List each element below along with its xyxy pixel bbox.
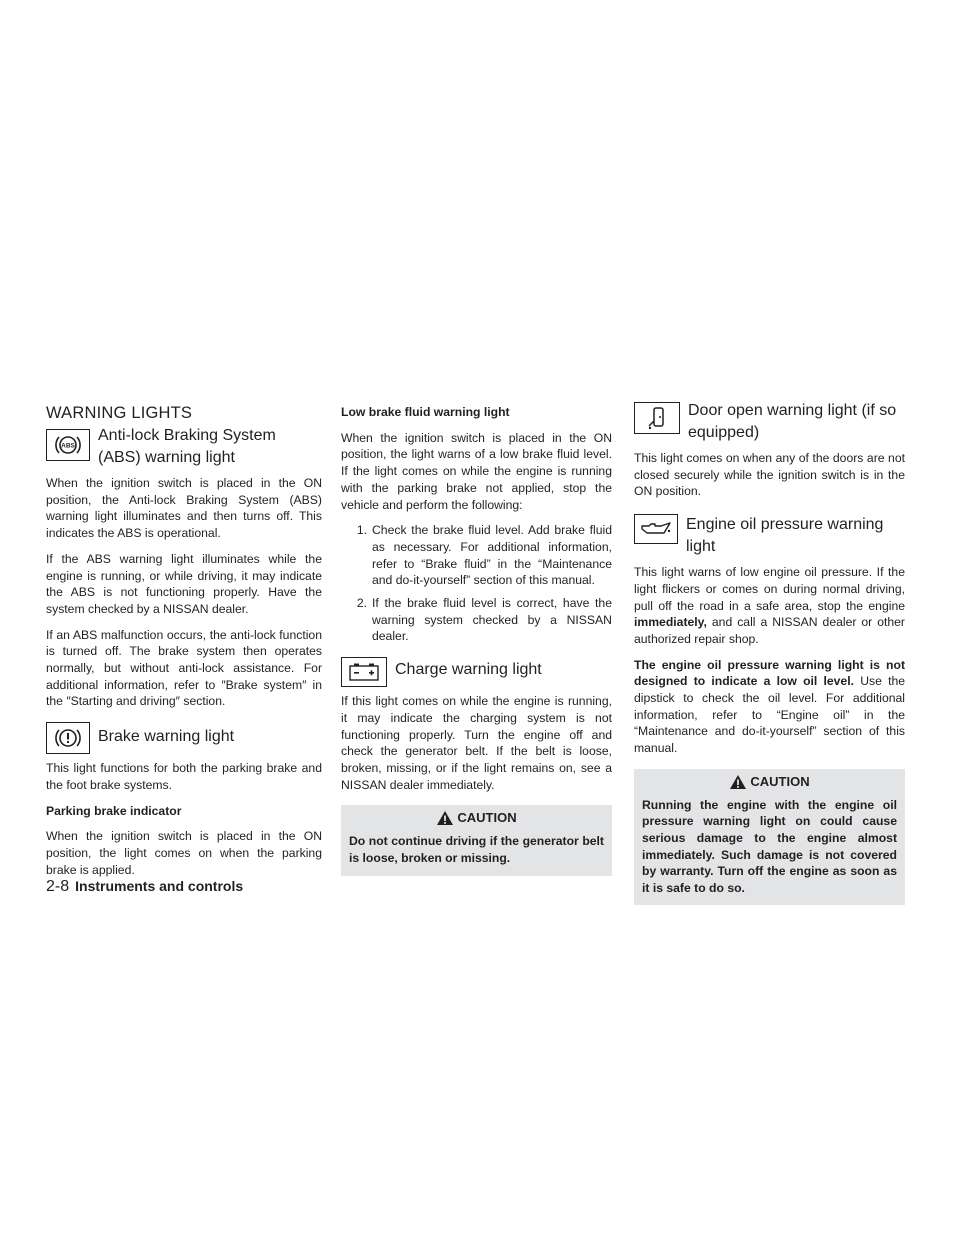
step-number: 2. (356, 596, 367, 611)
charge-heading (341, 657, 612, 687)
column-middle (341, 404, 612, 876)
abs-heading (46, 425, 322, 469)
list-item (341, 595, 612, 645)
brake-fluid-heading: Low brake fluid warning light (341, 405, 510, 419)
oil-paragraph-1-bold: immediately, (634, 615, 707, 630)
charge-caution-box (341, 805, 612, 875)
list-item (341, 522, 612, 589)
oil-heading (634, 514, 905, 558)
step-text: Check the brake fluid level. Add brake fluid as necessary. For additional information, refer to “Brake fluid” in the “Maintenance and do-it-yourself” section of this manual. (372, 523, 612, 588)
abs-paragraph-1: When the ignition switch is placed in the ON position, the Anti-lock Braking System (ABS) warning light illuminates and then turns off. This indicates the ABS is operational. (46, 476, 322, 541)
section-name: Instruments and controls (75, 878, 244, 894)
caution-title-text: CAUTION (750, 773, 810, 789)
brake-fluid-paragraph: When the ignition switch is placed in the ON position, the light warns of a low brake fluid level. If the light comes on while the engine is running with the parking brake not applied, stop the vehicle and perform the following: (341, 430, 612, 512)
parking-brake-paragraph: When the ignition switch is placed in the ON position, the light comes on when the parking brake is applied. (46, 829, 322, 877)
oil-heading-text: Engine oil pressure warning light (686, 516, 884, 556)
oil-can-icon (634, 514, 678, 544)
brake-icon (46, 722, 90, 754)
abs-heading-text: Anti-lock Braking System (ABS) warning light (98, 427, 276, 466)
door-paragraph: This light comes on when any of the doors are not closed securely while the ignition switch is in the ON position. (634, 451, 905, 499)
abs-paragraph-2: If the ABS warning light illuminates while the engine is running, or while driving, it may indicate the ABS is not functioning properly. Have the system checked by a NISSAN dealer. (46, 551, 322, 616)
caution-text: Running the engine with the engine oil pressure warning light on could cause serious damage to the engine almost immediately. Such damage is not covered by warranty. Turn off the engine as soon as it is safe to do so. (642, 797, 897, 895)
step-text: If the brake fluid level is correct, have the warning system checked by a NISSAN dealer. (372, 596, 612, 644)
door-open-icon (634, 402, 680, 434)
oil-paragraph-2-rest: Use the dipstick to check the oil level. For additional information, refer to “Engine oil” in the “Maintenance and do-it-yourself” section of this manual. (634, 674, 906, 756)
brake-heading (46, 722, 322, 754)
door-heading-text: Door open warning light (if so equipped) (688, 402, 897, 441)
battery-icon (341, 657, 387, 687)
page-title: WARNING LIGHTS (46, 404, 193, 422)
column-right (634, 404, 905, 905)
abs-paragraph-3: If an ABS malfunction occurs, the anti-lock function is turned off. The brake system then operates normally, but without anti-lock assistance. For additional information, refer to ″Brake system″ in the ″Starting and driving″ section. (46, 627, 322, 709)
parking-brake-heading: Parking brake indicator (46, 803, 182, 818)
svg-text:ABS: ABS (61, 442, 75, 450)
caution-title (642, 773, 897, 791)
warning-triangle-icon (729, 774, 747, 790)
caution-text: Do not continue driving if the generator belt is loose, broken or missing. (349, 834, 604, 865)
door-heading (634, 400, 905, 444)
oil-paragraph-2 (634, 657, 905, 757)
brake-heading-text: Brake warning light (98, 728, 235, 746)
column-left (46, 404, 322, 887)
page-footer (46, 878, 243, 896)
charge-paragraph: If this light comes on while the engine is running, it may indicate the charging system is not functioning properly. Turn the engine off and check the generator belt. If the belt is loose, broken, missing, or if the light remains on, see a NISSAN dealer immediately. (341, 694, 612, 792)
brake-paragraph: This light functions for both the parking brake and the foot brake systems. (46, 761, 322, 792)
step-number: 1. (356, 523, 367, 538)
charge-heading-text: Charge warning light (395, 661, 542, 679)
caution-title (349, 809, 604, 827)
oil-paragraph-1-pre: This light warns of low engine oil pressure. If the light flickers or comes on during normal driving, pull off the road in a safe area, stop the engine (634, 565, 905, 613)
page-number: 2-8 (46, 878, 70, 895)
warning-triangle-icon (436, 810, 454, 826)
brake-fluid-steps (341, 522, 612, 645)
oil-caution-box (634, 769, 905, 906)
oil-paragraph-2-bold: The engine oil pressure warning light is not designed to indicate a low oil level. (634, 657, 905, 689)
oil-paragraph-1 (634, 564, 905, 648)
oil-paragraph-1-post: and call a NISSAN dealer or other authorized repair shop. (634, 615, 905, 646)
abs-icon (46, 429, 90, 461)
caution-title-text: CAUTION (457, 810, 517, 826)
